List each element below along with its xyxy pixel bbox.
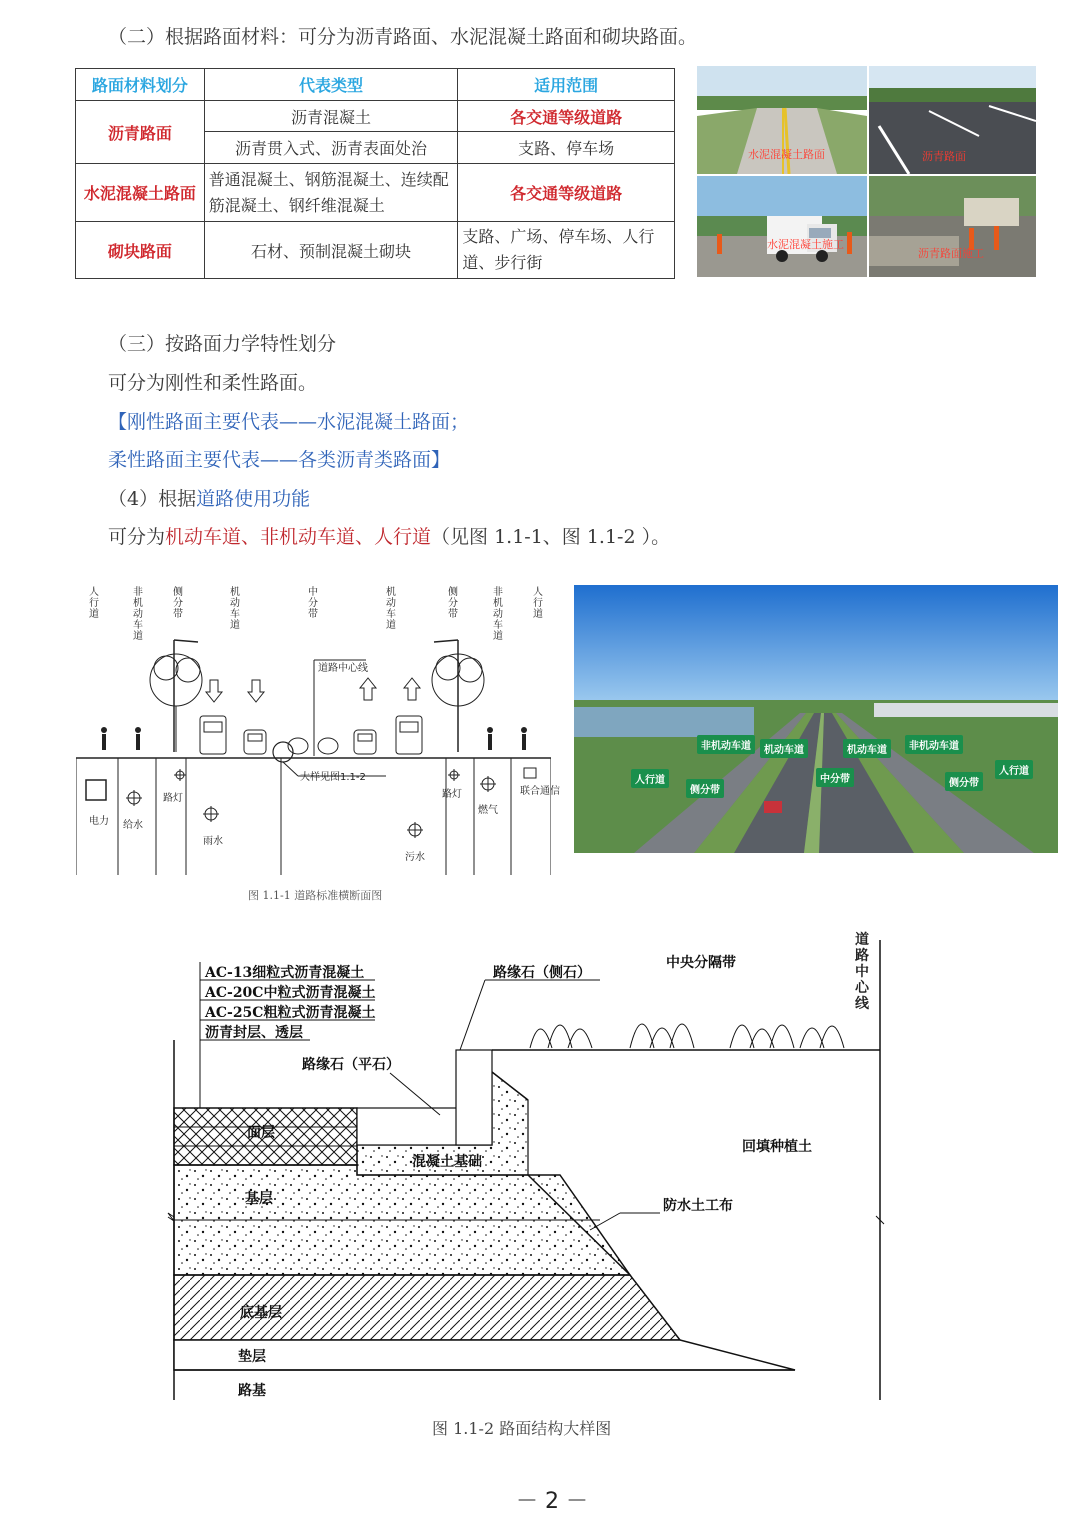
section4-line-suffix: （见图 1.1-1、图 1.1-2 ）。 [431, 526, 671, 548]
label-base-layer: 基层 [245, 1191, 273, 1207]
photo-caption: 水泥混凝土施工 [767, 238, 844, 251]
table-cell: 普通混凝土、钢筋混凝土、连续配筋混凝土、钢纤维混凝土 [204, 164, 458, 222]
sign-side-separator: 侧分带 [945, 772, 983, 791]
label-surface-layer: 面层 [247, 1125, 275, 1141]
label-side-separator: 侧分带 [448, 587, 458, 620]
label-geotextile: 防水土工布 [663, 1198, 733, 1214]
section4-heading [108, 484, 310, 511]
table-header: 适用范围 [458, 69, 675, 101]
photo-caption: 沥青路面施工 [918, 247, 984, 260]
sign-side-separator: 侧分带 [686, 779, 724, 798]
section4-heading-prefix: （4）根据 [108, 488, 197, 510]
table-cell: 支路、广场、停车场、人行道、步行街 [458, 222, 675, 279]
section3-flexible-line: 柔性路面主要代表——各类沥青类路面】 [108, 449, 451, 471]
label-ac25c: AC-25C粗粒式沥青混凝土 [205, 1005, 376, 1021]
sign-nonmotor-lane: 非机动车道 [697, 735, 755, 754]
label-cushion: 垫层 [238, 1349, 266, 1365]
page-number: － 2 － [516, 1489, 588, 1514]
table-cell: 石材、预制混凝土砌块 [204, 222, 458, 279]
label-median: 中分带 [308, 587, 318, 620]
label-central-median: 中央分隔带 [666, 955, 736, 971]
label-ac13: AC-13细粒式沥青混凝土 [205, 965, 365, 981]
label-sidewalk: 人行道 [533, 587, 543, 620]
label-detail-ref: 大样见图1.1-2 [300, 772, 366, 783]
label-subgrade: 路基 [238, 1383, 266, 1399]
label-motor-lane: 机动车道 [230, 587, 240, 631]
label-flat-curb: 路缘石（平石） [302, 1057, 400, 1073]
section3-line: 可分为刚性和柔性路面。 [108, 372, 318, 394]
section3-rigid-line: 【刚性路面主要代表——水泥混凝土路面； [108, 411, 470, 433]
figure2-caption: 图 1.1-2 路面结构大样图 [432, 1419, 612, 1438]
label-utility-sewage: 污水 [405, 852, 425, 863]
sign-motor-lane: 机动车道 [843, 739, 891, 758]
label-utility-water: 给水 [123, 820, 143, 831]
label-side-curb: 路缘石（侧石） [493, 965, 591, 981]
table-cell: 各交通等级道路 [458, 164, 675, 222]
photo-concrete-construction [697, 176, 867, 277]
table-cell: 沥青贯入式、沥青表面处治 [204, 132, 458, 164]
sign-sidewalk: 人行道 [631, 769, 669, 788]
table-header: 路面材料划分 [76, 69, 205, 101]
label-nonmotor-lane: 非机动车道 [133, 587, 143, 642]
label-motor-lane: 机动车道 [386, 587, 396, 631]
table-cell: 各交通等级道路 [458, 101, 675, 132]
table-category: 砌块路面 [76, 222, 205, 279]
label-subbase: 底基层 [240, 1305, 282, 1321]
label-utility-lamp: 路灯 [163, 793, 183, 804]
road-aerial-photo [574, 585, 1058, 853]
label-seal-coat: 沥青封层、透层 [205, 1025, 303, 1041]
table-header: 代表类型 [204, 69, 458, 101]
cross-section-diagram [76, 580, 551, 880]
section4-line-highlight: 机动车道、非机动车道、人行道 [165, 526, 432, 548]
sign-nonmotor-lane: 非机动车道 [905, 735, 963, 754]
section3-heading: （三）按路面力学特性划分 [108, 333, 337, 355]
section4-line [108, 522, 670, 549]
label-nonmotor-lane: 非机动车道 [493, 587, 503, 642]
sign-sidewalk: 人行道 [995, 760, 1033, 779]
label-sidewalk: 人行道 [89, 587, 99, 620]
label-side-separator: 侧分带 [173, 587, 183, 620]
label-backfill-soil: 回填种植土 [742, 1139, 812, 1155]
section4-heading-highlight: 道路使用功能 [196, 488, 311, 510]
label-ac20c: AC-20C中粒式沥青混凝土 [205, 985, 376, 1001]
label-utility-gas: 燃气 [478, 805, 498, 816]
photo-caption: 沥青路面 [922, 150, 966, 163]
label-centerline: 道路中心线 [318, 663, 368, 674]
table-cell: 支路、停车场 [458, 132, 675, 164]
photo-asphalt-construction [869, 176, 1036, 277]
table-category: 沥青路面 [76, 101, 205, 164]
section2-heading: （二）根据路面材料：可分为沥青路面、水泥混凝土路面和砌块路面。 [108, 26, 698, 48]
figure1-caption: 图 1.1-1 道路标准横断面图 [248, 889, 383, 902]
label-utility-telecom: 联合通信 [520, 786, 560, 797]
label-utility-rain: 雨水 [203, 836, 223, 847]
label-utility-lamp: 路灯 [442, 789, 462, 800]
table-category: 水泥混凝土路面 [76, 164, 205, 222]
pavement-material-table [75, 68, 675, 279]
sign-motor-lane: 机动车道 [760, 739, 808, 758]
label-concrete-base: 混凝土基础 [412, 1154, 482, 1170]
sign-median: 中分带 [816, 768, 854, 787]
table-cell: 沥青混凝土 [204, 101, 458, 132]
label-road-centerline: 道路中心线 [855, 932, 869, 1012]
label-utility-power: 电力 [89, 816, 109, 827]
photo-caption: 水泥混凝土路面 [748, 148, 825, 161]
section4-line-prefix: 可分为 [108, 526, 166, 548]
